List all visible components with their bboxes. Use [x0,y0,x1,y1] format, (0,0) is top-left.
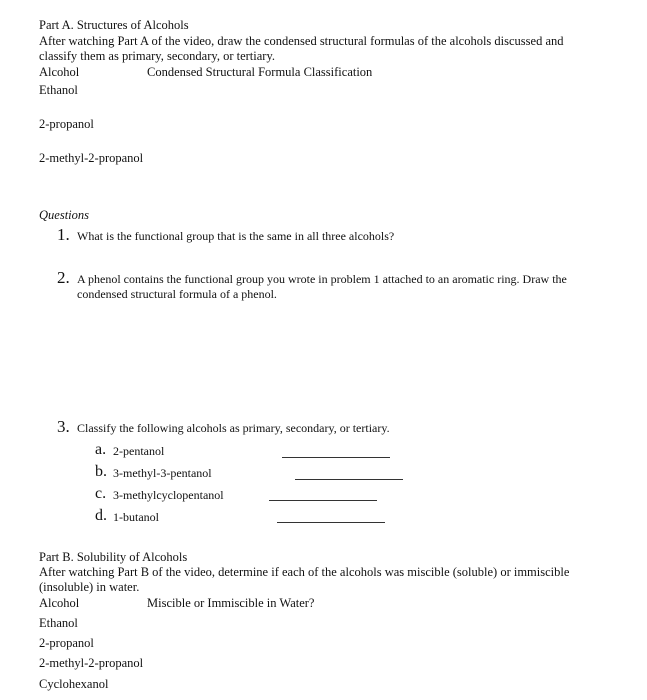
q3-item-b-letter: b. [95,463,107,480]
part-b-title: Part B. Solubility of Alcohols [39,550,188,564]
q3-item-c-answer-line[interactable] [269,500,377,501]
q3-item-d-text: 1-butanol [113,510,159,524]
part-b-row-cyclohexanol: Cyclohexanol [39,677,109,691]
part-b-row-2-methyl-2-propanol: 2-methyl-2-propanol [39,656,144,670]
part-a-header-formula: Condensed Structural Formula Classification [147,65,373,79]
q2-number: 2. [57,268,70,287]
part-a-title: Part A. Structures of Alcohols [39,18,189,32]
q3-item-a-answer-line[interactable] [282,457,390,458]
part-a-row-2-methyl-2-propanol: 2-methyl-2-propanol [39,151,144,165]
q3-item-d-answer-line[interactable] [277,522,385,523]
questions-heading: Questions [39,208,89,222]
q3-item-b-answer-line[interactable] [295,479,403,480]
q3-number: 3. [57,417,70,436]
part-a-instructions: After watching Part A of the video, draw the condensed structural formulas of the alcohols discussed and classify them as primary, secondary, or tertiary. [39,34,564,63]
q3-item-d-letter: d. [95,507,107,524]
part-b-header-miscible: Miscible or Immiscible in Water? [147,596,315,610]
q3-item-a-text: 2-pentanol [113,444,165,458]
q1-text: What is the functional group that is the same in all three alcohols? [77,229,395,243]
part-b-header-alcohol: Alcohol [39,596,80,610]
part-b-row-ethanol: Ethanol [39,616,78,630]
part-a-row-2-propanol: 2-propanol [39,117,94,131]
q1-number: 1. [57,225,70,244]
q3-item-c-text: 3-methylcyclopentanol [113,488,224,502]
q3-item-c-letter: c. [95,485,107,502]
q2-text: A phenol contains the functional group you wrote in problem 1 attached to an aromatic ring. Draw the condensed structural formula of a phenol. [77,272,567,301]
part-a-row-ethanol: Ethanol [39,83,78,97]
part-a-header-alcohol: Alcohol [39,65,80,79]
q3-text: Classify the following alcohols as primary, secondary, or tertiary. [77,421,390,435]
q3-item-a-letter: a. [95,441,107,458]
part-b-instructions: After watching Part B of the video, determine if each of the alcohols was miscible (soluble) or immiscible (insoluble) in water. [39,565,570,594]
q3-item-b-text: 3-methyl-3-pentanol [113,466,212,480]
part-b-row-2-propanol: 2-propanol [39,636,94,650]
